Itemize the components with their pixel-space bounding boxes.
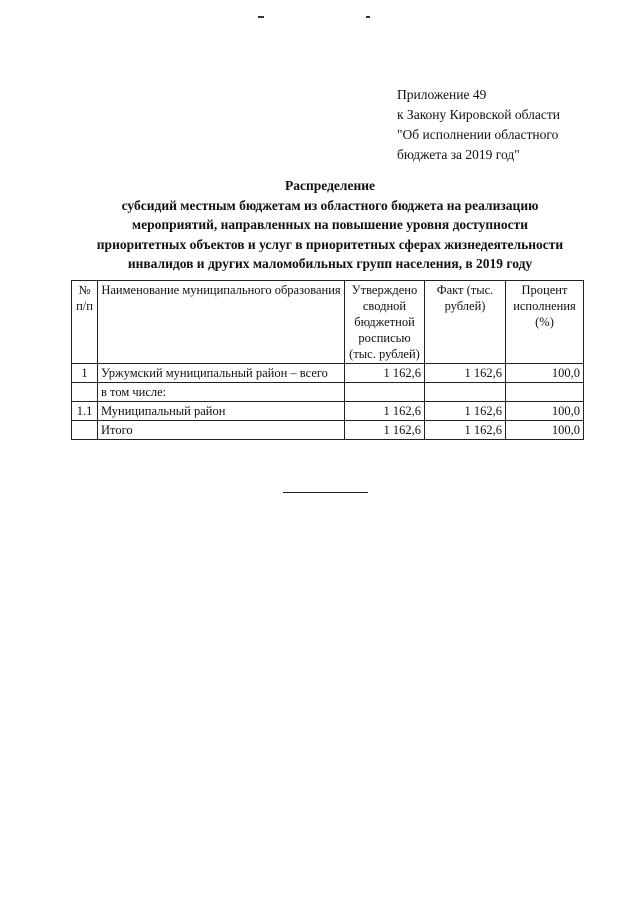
table-row (72, 364, 584, 383)
cell-percent: 100,0 (506, 364, 584, 383)
subsidy-table (71, 280, 584, 440)
header-num: № п/п (72, 281, 98, 364)
cell-num: 1.1 (72, 402, 98, 421)
table-row (72, 421, 584, 440)
table-row (72, 402, 584, 421)
end-divider-line (283, 492, 368, 493)
cell-name: Итого (98, 421, 345, 440)
cell-name: в том числе: (98, 383, 345, 402)
appendix-line: к Закону Кировской области (397, 107, 561, 122)
appendix-line: Приложение 49 (397, 87, 487, 102)
scan-speck (258, 16, 264, 18)
cell-name: Уржумский муниципальный район – всего (98, 364, 345, 383)
table-row (72, 383, 584, 402)
header-fact: Факт (тыс. рублей) (425, 281, 506, 364)
cell-fact: 1 162,6 (425, 364, 506, 383)
cell-fact (425, 383, 506, 402)
cell-approved: 1 162,6 (345, 402, 425, 421)
cell-num (72, 383, 98, 402)
header-approved: Утверждено сводной бюджетной росписью (тыс. рублей) (345, 281, 425, 364)
cell-fact: 1 162,6 (425, 402, 506, 421)
cell-num: 1 (72, 364, 98, 383)
title-line: Распределение (284, 178, 376, 193)
appendix-note (397, 85, 560, 165)
cell-percent: 100,0 (506, 421, 584, 440)
document-title (60, 176, 600, 274)
title-line: инвалидов и других маломобильных групп населения, в 2019 году (127, 256, 533, 271)
scan-speck (366, 16, 370, 18)
table-header-row (72, 281, 584, 364)
cell-approved: 1 162,6 (345, 421, 425, 440)
appendix-line: "Об исполнении областного (397, 127, 559, 142)
header-percent: Процент исполнения (%) (506, 281, 584, 364)
cell-name: Муниципальный район (98, 402, 345, 421)
cell-percent: 100,0 (506, 402, 584, 421)
header-name: Наименование муниципального образования (98, 281, 345, 364)
cell-num (72, 421, 98, 440)
cell-fact: 1 162,6 (425, 421, 506, 440)
title-line: приоритетных объектов и услуг в приоритетных сферах жизнедеятельности (96, 236, 564, 252)
cell-approved: 1 162,6 (345, 364, 425, 383)
cell-percent (506, 383, 584, 402)
cell-approved (345, 383, 425, 402)
title-line: мероприятий, направленных на повышение уровня доступности (131, 217, 529, 232)
appendix-line: бюджета за 2019 год" (397, 147, 520, 162)
title-line: субсидий местным бюджетам из областного бюджета на реализацию (121, 197, 539, 213)
